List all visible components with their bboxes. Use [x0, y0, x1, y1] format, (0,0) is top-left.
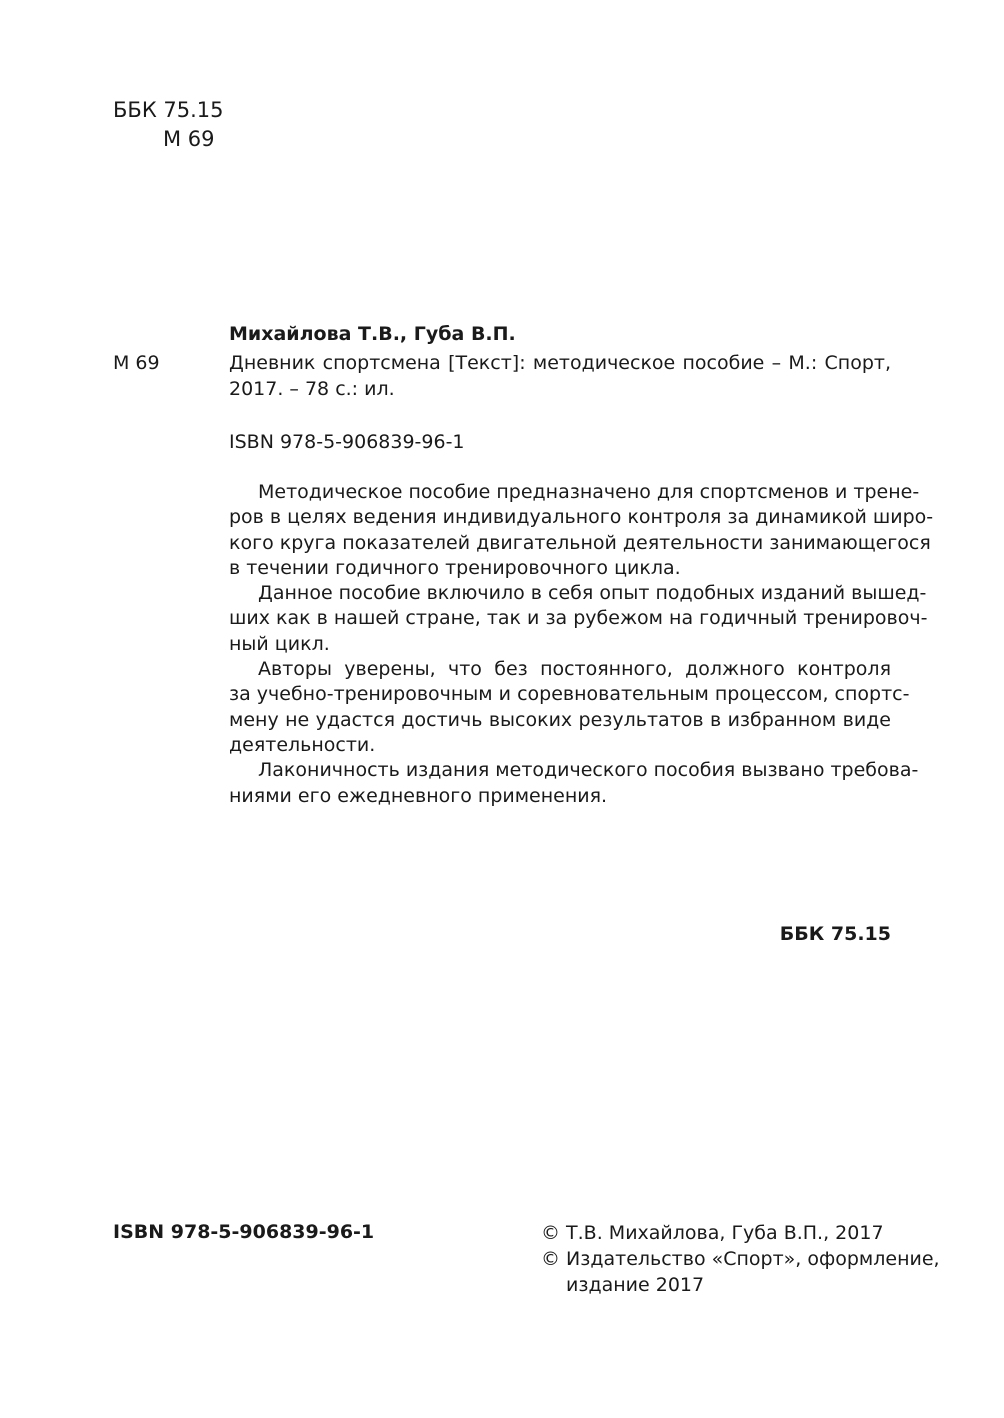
- annotation-line: в течении годичного тренировочного цикла.: [229, 556, 681, 579]
- annotation-line: кого круга показателей двигательной деятельности занимающегося: [229, 531, 931, 554]
- copyright-authors: © Т.В. Михайлова, Губа В.П., 2017: [541, 1222, 884, 1244]
- annotation-line: ров в целях ведения индивидуального контроля за динамикой широ-: [229, 506, 934, 529]
- isbn-bottom: ISBN 978-5-906839-96-1: [113, 1221, 375, 1243]
- record-authors: Михайлова Т.В., Губа В.П.: [229, 323, 516, 345]
- bbk-code-top: ББК 75.15: [113, 98, 224, 122]
- annotation-line: ниями его ежедневного применения.: [229, 784, 608, 807]
- annotation-line: деятельности.: [229, 733, 376, 756]
- bbk-code-right: ББК 75.15: [779, 923, 891, 945]
- annotation-line: мену не удастся достичь высоких результатов в избранном виде: [229, 708, 891, 731]
- annotation-line: Методическое пособие предназначено для спортсменов и трене-: [258, 481, 920, 503]
- record-isbn: ISBN 978-5-906839-96-1: [229, 431, 465, 453]
- copyright-publisher: © Издательство «Спорт», оформление,: [541, 1248, 940, 1270]
- record-title-line-1: Дневник спортсмена [Текст]: методическое пособие – М.: Спорт,: [229, 352, 891, 374]
- author-mark-top: М 69: [163, 127, 215, 151]
- annotation-line: ших как в нашей стране, так и за рубежом на годичный тренировоч-: [229, 607, 928, 630]
- annotation-line: Данное пособие включило в себя опыт подобных изданий вышед-: [258, 582, 927, 605]
- annotation-line: Лаконичность издания методического пособия вызвано требова-: [258, 759, 919, 782]
- annotation: [229, 480, 934, 809]
- record-title-line-2: 2017. – 78 с.: ил.: [229, 378, 395, 400]
- annotation-line: Авторы уверены, что без постоянного, должного контроля: [258, 658, 891, 681]
- annotation-line: ный цикл.: [229, 632, 330, 655]
- annotation-line: за учебно-тренировочным и соревновательным процессом, спортс-: [229, 683, 910, 706]
- copyright-edition: издание 2017: [566, 1274, 705, 1296]
- record-author-mark: М 69: [113, 352, 160, 374]
